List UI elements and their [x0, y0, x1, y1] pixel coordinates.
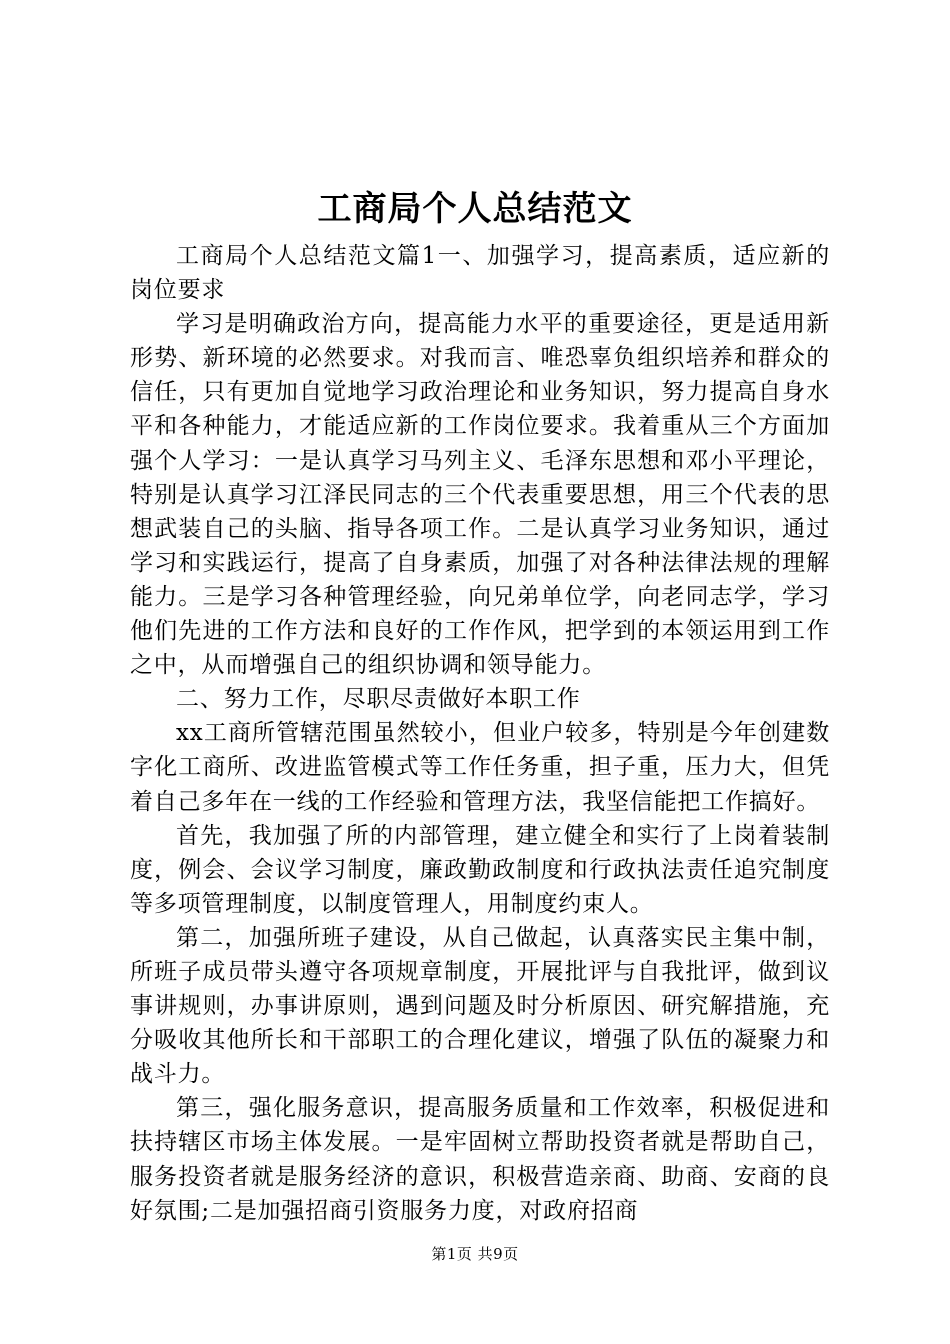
paragraph-third: 第三，强化服务意识，提高服务质量和工作效率，积极促进和扶持辖区市场主体发展。一是牢固树立帮助投资者就是帮助自己，服务投资者就是服务经济的意识，积极营造亲商、助商、安商的良好氛围;二是加强招商引资服务力度，对政府招商 — [130, 1095, 830, 1224]
paragraph-first: 首先，我加强了所的内部管理，建立健全和实行了上岗着装制度，例会、会议学习制度，廉政勤政制度和行政执法责任追究制度等多项管理制度，以制度管理人，用制度约束人。 — [130, 822, 830, 917]
paragraph-second: 第二，加强所班子建设，从自己做起，认真落实民主集中制，所班子成员带头遵守各项规章制度，开展批评与自我批评，做到议事讲规则，办事讲原则，遇到问题及时分析原因、研究解措施，充分吸收其他所长和干部职工的合理化建议，增强了队伍的凝聚力和战斗力。 — [130, 924, 830, 1088]
paragraph-intro: 工商局个人总结范文篇1一、加强学习，提高素质，适应新的岗位要求 — [130, 243, 830, 304]
page-number-footer: 第1页 共9页 — [431, 1245, 519, 1263]
paragraph-jurisdiction: xx工商所管辖范围虽然较小，但业户较多，特别是今年创建数字化工商所、改进监管模式等工作任务重，担子重，压力大，但凭着自己多年在一线的工作经验和管理方法，我坚信能把工作搞好。 — [130, 720, 830, 815]
document-body — [130, 239, 830, 1228]
document-title: 工商局个人总结范文 — [317, 189, 633, 229]
section-heading-work: 二、努力工作，尽职尽责做好本职工作 — [176, 686, 581, 713]
paragraph-study: 学习是明确政治方向，提高能力水平的重要途径，更是适用新形势、新环境的必然要求。对我而言、唯恐辜负组织培养和群众的信任，只有更加自觉地学习政治理论和业务知识，努力提高自身水平和各种能力，才能适应新的工作岗位要求。我着重从三个方面加强个人学习：一是认真学习马列主义、毛泽东思想和邓小平理论，特别是认真学习江泽民同志的三个代表重要思想，用三个代表的思想武装自己的头脑、指导各项工作。二是认真学习业务知识，通过学习和实践运行，提高了自身素质，加强了对各种法律法规的理解能力。三是学习各种管理经验，向兄弟单位学，向老同志学，学习他们先进的工作方法和良好的工作作风，把学到的本领运用到工作之中，从而增强自己的组织协调和领导能力。 — [130, 311, 830, 679]
